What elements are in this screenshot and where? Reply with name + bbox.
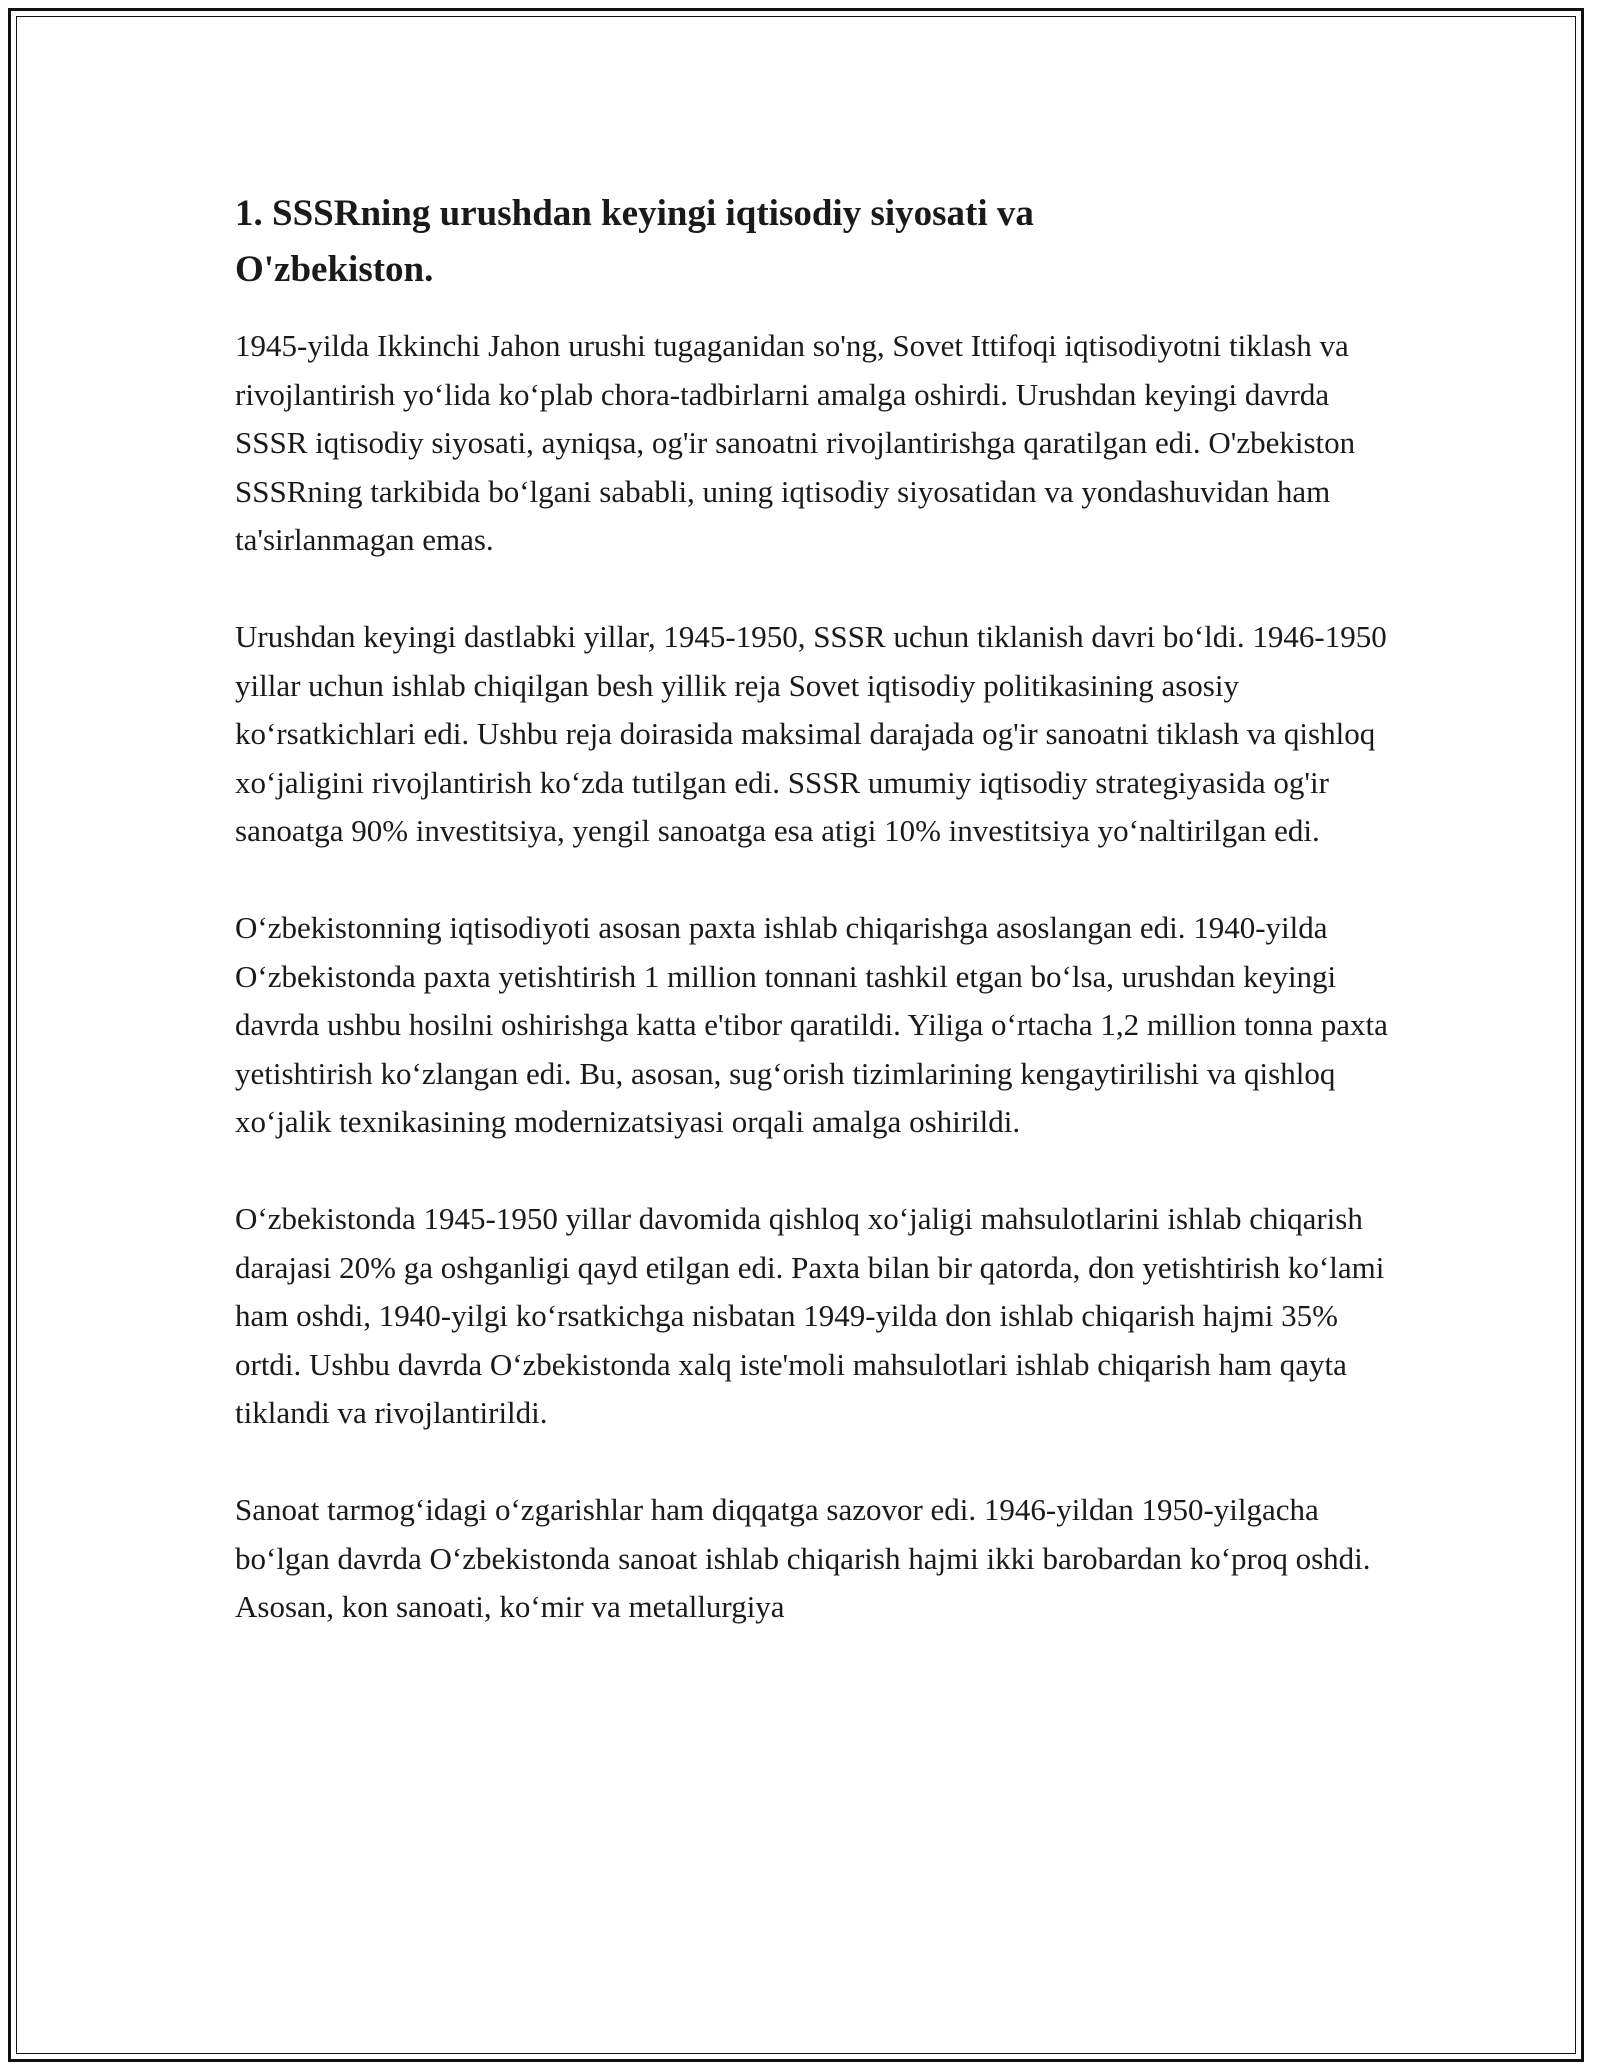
paragraph-3: O‘zbekistonning iqtisodiyoti asosan paxta ishlab chiqarishga asoslangan edi. 1940-yilda O‘zbekistonda paxta yetishtirish 1 million tonnani tashkil etgan bo‘lsa, urushdan keyingi davrda ushbu hosilni oshirishga katta e'tibor qaratildi. Yiliga o‘rtacha 1,2 million tonna paxta yetishtirish ko‘zlangan edi. Bu, asosan, sug‘orish tizimlarining kengaytirilishi va qishloq xo‘jalik texnikasining modernizatsiyasi orqali amalga oshirildi.: [235, 910, 1388, 1139]
paragraph-5: Sanoat tarmog‘idagi o‘zgarishlar ham diqqatga sazovor edi. 1946-yildan 1950-yilgacha bo‘lgan davrda O‘zbekistonda sanoat ishlab chiqarish hajmi ikki barobardan ko‘proq oshdi. Asosan, kon sanoati, ko‘mir va metallurgiya: [235, 1492, 1371, 1624]
section-heading: 1. SSSRning urushdan keyingi iqtisodiy siyosati va O'zbekiston.: [235, 193, 1034, 290]
paragraph-4: O‘zbekistonda 1945-1950 yillar davomida qishloq xo‘jaligi mahsulotlarini ishlab chiqarish darajasi 20% ga oshganligi qayd etilgan edi. Paxta bilan bir qatorda, don yetishtirish ko‘lami ham oshdi, 1940-yilgi ko‘rsatkichga nisbatan 1949-yilda don ishlab chiqarish hajmi 35% ortdi. Ushbu davrda O‘zbekistonda xalq iste'moli mahsulotlari ishlab chiqarish ham qayta tiklandi va rivojlantirildi.: [235, 1201, 1385, 1430]
paragraph-1: 1945-yilda Ikkinchi Jahon urushi tugaganidan so'ng, Sovet Ittifoqi iqtisodiyotni tiklash va rivojlantirish yo‘lida ko‘plab chora-tadbirlarni amalga oshirdi. Urushdan keyingi davrda SSSR iqtisodiy siyosati, ayniqsa, og'ir sanoatni rivojlantirishga qaratilgan edi. O'zbekiston SSSRning tarkibida bo‘lgani sababli, uning iqtisodiy siyosatidan va yondashuvidan ham ta'sirlanmagan emas.: [235, 328, 1356, 557]
paragraph-2: Urushdan keyingi dastlabki yillar, 1945-1950, SSSR uchun tiklanish davri bo‘ldi. 1946-1950 yillar uchun ishlab chiqilgan besh yillik reja Sovet iqtisodiy politikasining asosiy ko‘rsatkichlari edi. Ushbu reja doirasida maksimal darajada og'ir sanoatni tiklash va qishloq xo‘jaligini rivojlantirish ko‘zda tutilgan edi. SSSR umumiy iqtisodiy strategiyasida og'ir sanoatga 90% investitsiya, yengil sanoatga esa atigi 10% investitsiya yo‘naltirilgan edi.: [235, 619, 1387, 848]
document-body: [235, 186, 1395, 1680]
